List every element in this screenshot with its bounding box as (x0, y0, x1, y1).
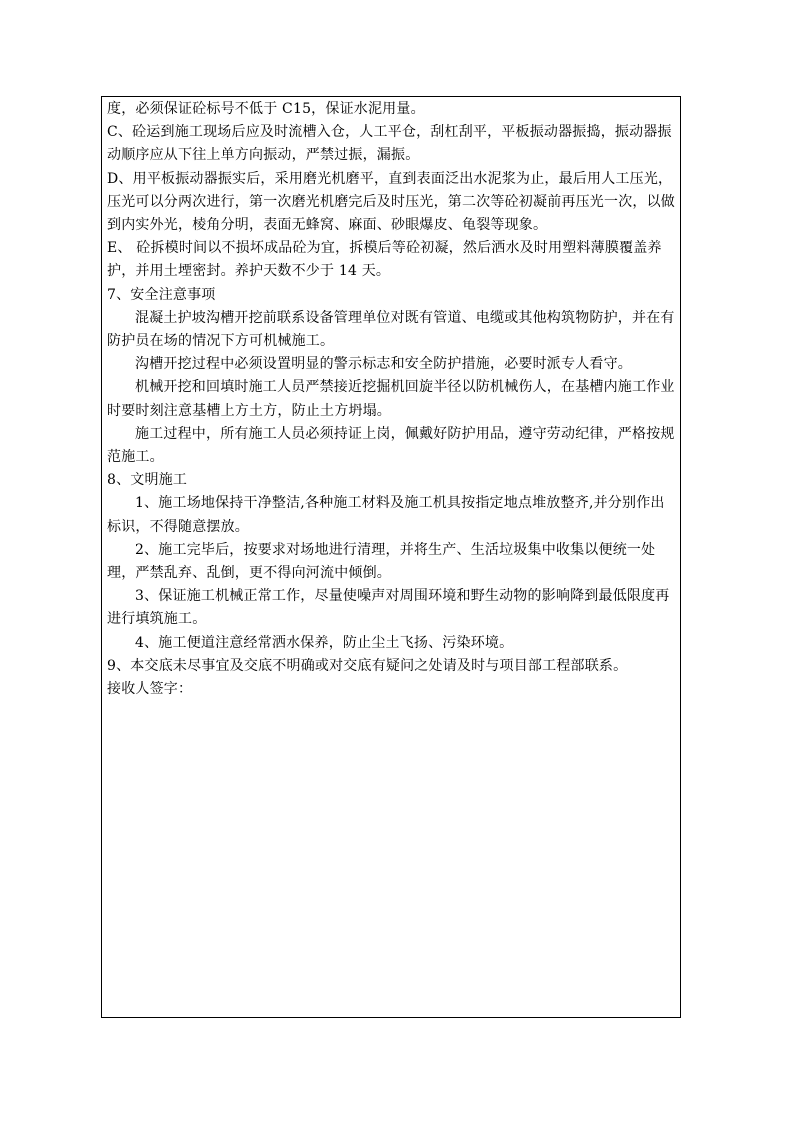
paragraph-safety-2: 沟槽开挖过程中必须设置明显的警示标志和安全防护措施，必要时派专人看守。 (135, 356, 632, 373)
paragraph-safety-3: 机械开挖和回填时施工人员严禁接近挖掘机回旋半径以防机械伤人，在基槽内施工作业时要时刻注意基槽上方土方，防止土方坍塌。 (107, 379, 675, 419)
paragraph-concrete-grade: 度，必须保证砼标号不低于 C15，保证水泥用量。 (107, 101, 425, 117)
paragraph-step-e: E、 砼拆模时间以不损坏成品砼为宜，拆模后等砼初凝，然后洒水及时用塑料薄膜覆盖养护，并用土堙密封。养护天数不少于 14 天。 (107, 240, 662, 280)
section-heading-civilized: 8、文明施工 (107, 472, 188, 489)
paragraph-civilized-4: 4、施工便道注意经常洒水保养，防止尘土飞扬、污染环境。 (135, 634, 514, 651)
paragraph-civilized-2: 2、施工完毕后，按要求对场地进行清理，并将生产、生活垃圾集中收集以便统一处理，严禁乱弃、乱倒，更不得向河流中倾倒。 (107, 541, 656, 582)
paragraph-civilized-1: 1、施工场地保持干净整洁,各种施工材料及施工机具按指定地点堆放整齐,并分别作出标识，不得随意摆放。 (107, 495, 665, 535)
document-content-box (101, 96, 681, 1018)
paragraph-safety-1: 混凝土护坡沟槽开挖前联系设备管理单位对既有管道、电缆或其他构筑物防护，并在有防护员在场的情况下方可机械施工。 (107, 309, 675, 350)
paragraph-safety-4: 施工过程中，所有施工人员必须持证上岗，佩戴好防护用品，遵守劳动纪律，严格按规范施工。 (107, 425, 675, 466)
paragraph-civilized-3: 3、保证施工机械正常工作，尽量使噪声对周围环境和野生动物的影响降到最低限度再进行填筑施工。 (107, 588, 670, 628)
paragraph-step-c: C、砼运到施工现场后应及时流槽入仓，人工平仓，刮杠刮平，平板振动器振捣，振动器振动顺序应从下往上单方向振动，严禁过振，漏振。 (107, 124, 672, 164)
paragraph-step-d: D、用平板振动器振实后，采用磨光机磨平，直到表面泛出水泥浆为止，最后用人工压光，压光可以分两次进行，第一次磨光机磨完后及时压光，第二次等砼初凝前再压光一次，以做到内实外光，棱角分明，表面无蜂窝、麻面、砂眼爆皮、龟裂等现象。 (107, 170, 675, 234)
section-heading-safety: 7、安全注意事项 (107, 286, 216, 303)
paragraph-note-9: 9、本交底未尽事宜及交底不明确或对交底有疑问之处请及时与项目部工程部联系。 (107, 657, 628, 674)
receiver-signature-label: 接收人签字： (107, 681, 193, 698)
